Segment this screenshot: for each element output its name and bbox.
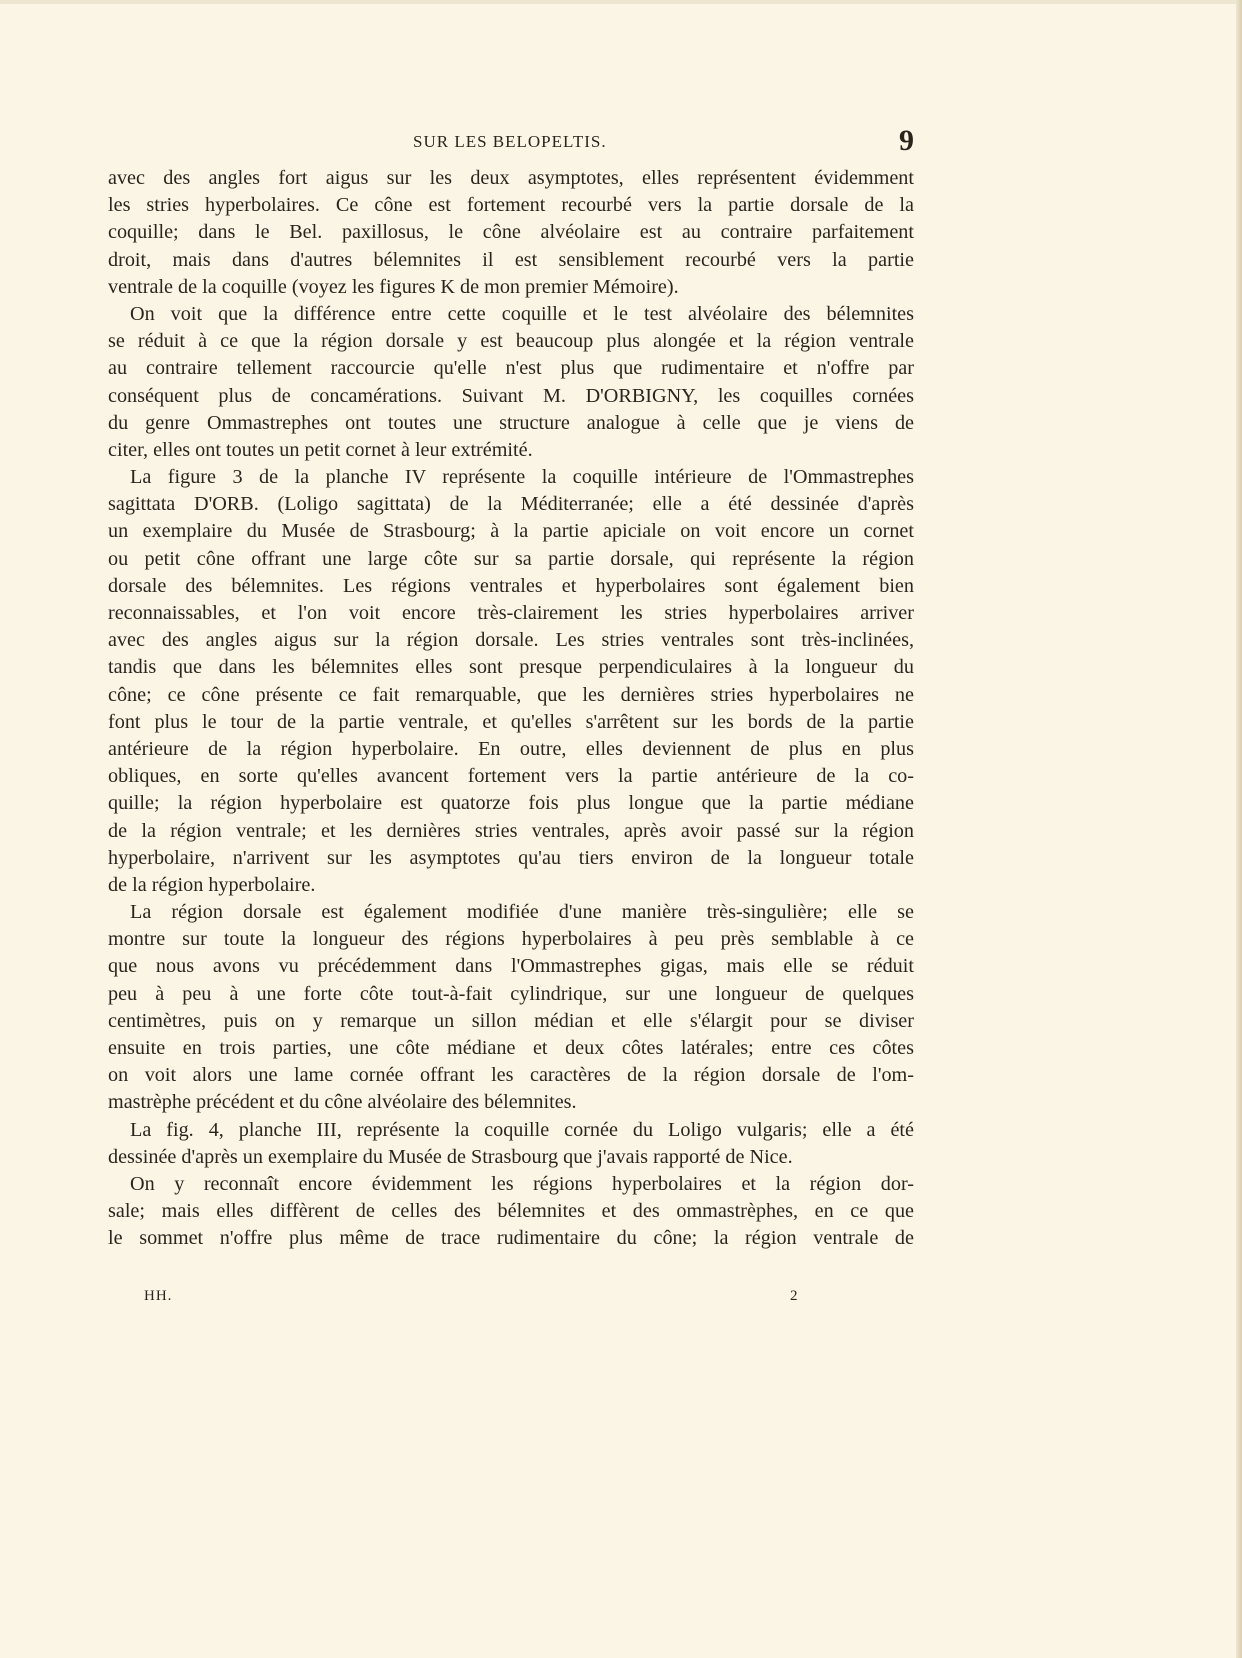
text-line: avec des angles fort aigus sur les deux asymptotes, elles représentent évidemment — [108, 167, 914, 189]
text-line: dessinée d'après un exemplaire du Musée de Strasbourg que j'avais rapporté de Nice. — [108, 1145, 793, 1168]
text-line: les stries hyperbolaires. Ce cône est fortement recourbé vers la partie dorsale de la — [108, 194, 914, 217]
paragraph-first-line: On y reconnaît encore évidemment les régions hyperbolaires et la région dor- — [130, 1172, 914, 1195]
page-number: 9 — [899, 124, 914, 157]
running-head — [108, 124, 914, 164]
text-line: avec des angles aigus sur la région dorsale. Les stries ventrales sont très-inclinées, — [108, 629, 914, 652]
text-line: un exemplaire du Musée de Strasbourg; à la partie apiciale on voit encore un cornet — [108, 520, 914, 543]
text-line: obliques, en sorte qu'elles avancent fortement vers la partie antérieure de la co- — [108, 765, 914, 788]
text-line: hyperbolaire, n'arrivent sur les asymptotes qu'au tiers environ de la longueur totale — [108, 846, 914, 869]
text-line: mastrèphe précédent et du cône alvéolaire des bélemnites. — [108, 1091, 577, 1114]
text-line: peu à peu à une forte côte tout-à-fait cylindrique, sur une longueur de quelques — [108, 982, 914, 1005]
text-line: que nous avons vu précédemment dans l'Ommastrephes gigas, mais elle se réduit — [108, 955, 914, 978]
text-line: antérieure de la région hyperbolaire. En outre, elles deviennent de plus en plus — [108, 737, 914, 760]
text-line: droit, mais dans d'autres bélemnites il est sensiblement recourbé vers la partie — [108, 248, 914, 271]
text-line: de la région ventrale; et les dernières stries ventrales, après avoir passé sur la région — [108, 819, 914, 842]
page-top-edge — [0, 0, 1242, 4]
paragraph-first-line: La région dorsale est également modifiée d'une manière très-singulière; elle se — [130, 901, 914, 924]
running-title: SUR LES BELOPELTIS. — [413, 132, 607, 151]
text-line: quille; la région hyperbolaire est quatorze fois plus longue que la partie médiane — [108, 792, 914, 815]
text-line: de la région hyperbolaire. — [108, 873, 316, 896]
gathering-number: 2 — [790, 1288, 799, 1304]
text-line: sagittata D'ORB. (Loligo sagittata) de la Méditerranée; elle a été dessinée d'après — [108, 493, 914, 516]
text-line: tandis que dans les bélemnites elles sont presque perpendiculaires à la longueur du — [108, 656, 914, 679]
text-line: coquille; dans le Bel. paxillosus, le cône alvéolaire est au contraire parfaitement — [108, 221, 914, 244]
text-line: se réduit à ce que la région dorsale y est beaucoup plus alongée et la région ventrale — [108, 330, 914, 353]
text-line: montre sur toute la longueur des régions hyperbolaires à peu près semblable à ce — [108, 928, 914, 951]
text-line: ou petit cône offrant une large côte sur sa partie dorsale, qui représente la région — [108, 547, 914, 570]
text-line: sale; mais elles diffèrent de celles des bélemnites et des ommastrèphes, en ce que — [108, 1200, 914, 1223]
text-line: au contraire tellement raccourcie qu'elle n'est plus que rudimentaire et n'offre par — [108, 357, 914, 380]
text-line: centimètres, puis on y remarque un sillon médian et elle s'élargit pour se diviser — [108, 1009, 914, 1032]
text-line: ventrale de la coquille (voyez les figures K de mon premier Mémoire). — [108, 275, 679, 298]
text-line: citer, elles ont toutes un petit cornet à leur extrémité. — [108, 438, 533, 461]
text-line: le sommet n'offre plus même de trace rudimentaire du cône; la région ventrale de — [108, 1227, 914, 1250]
text-line: du genre Ommastrephes ont toutes une structure analogue à celle que je viens de — [108, 411, 914, 434]
paragraph-first-line: La fig. 4, planche III, représente la coquille cornée du Loligo vulgaris; elle a été — [130, 1118, 914, 1141]
text-line: on voit alors une lame cornée offrant les caractères de la région dorsale de l'om- — [108, 1064, 914, 1087]
text-line: conséquent plus de concamérations. Suivant M. D'ORBIGNY, les coquilles cornées — [108, 384, 914, 407]
text-line: font plus le tour de la partie ventrale, et qu'elles s'arrêtent sur les bords de la partie — [108, 710, 914, 733]
text-line: cône; ce cône présente ce fait remarquable, que les dernières stries hyperbolaires ne — [108, 683, 914, 706]
text-line: dorsale des bélemnites. Les régions ventrales et hyperbolaires sont également bien — [108, 574, 914, 597]
page-right-edge — [1236, 0, 1242, 1658]
text-line: ensuite en trois parties, une côte médiane et deux côtes latérales; entre ces côtes — [108, 1037, 914, 1059]
text-line: reconnaissables, et l'on voit encore très-clairement les stries hyperbolaires arriver — [108, 602, 914, 624]
signature-row — [108, 1288, 914, 1312]
paragraph-first-line: On voit que la différence entre cette coquille et le test alvéolaire des bélemnites — [130, 302, 914, 325]
signature-mark: HH. — [144, 1288, 173, 1304]
paragraph-first-line: La figure 3 de la planche IV représente la coquille intérieure de l'Ommastrephes — [130, 466, 914, 489]
body-text — [108, 165, 914, 1253]
